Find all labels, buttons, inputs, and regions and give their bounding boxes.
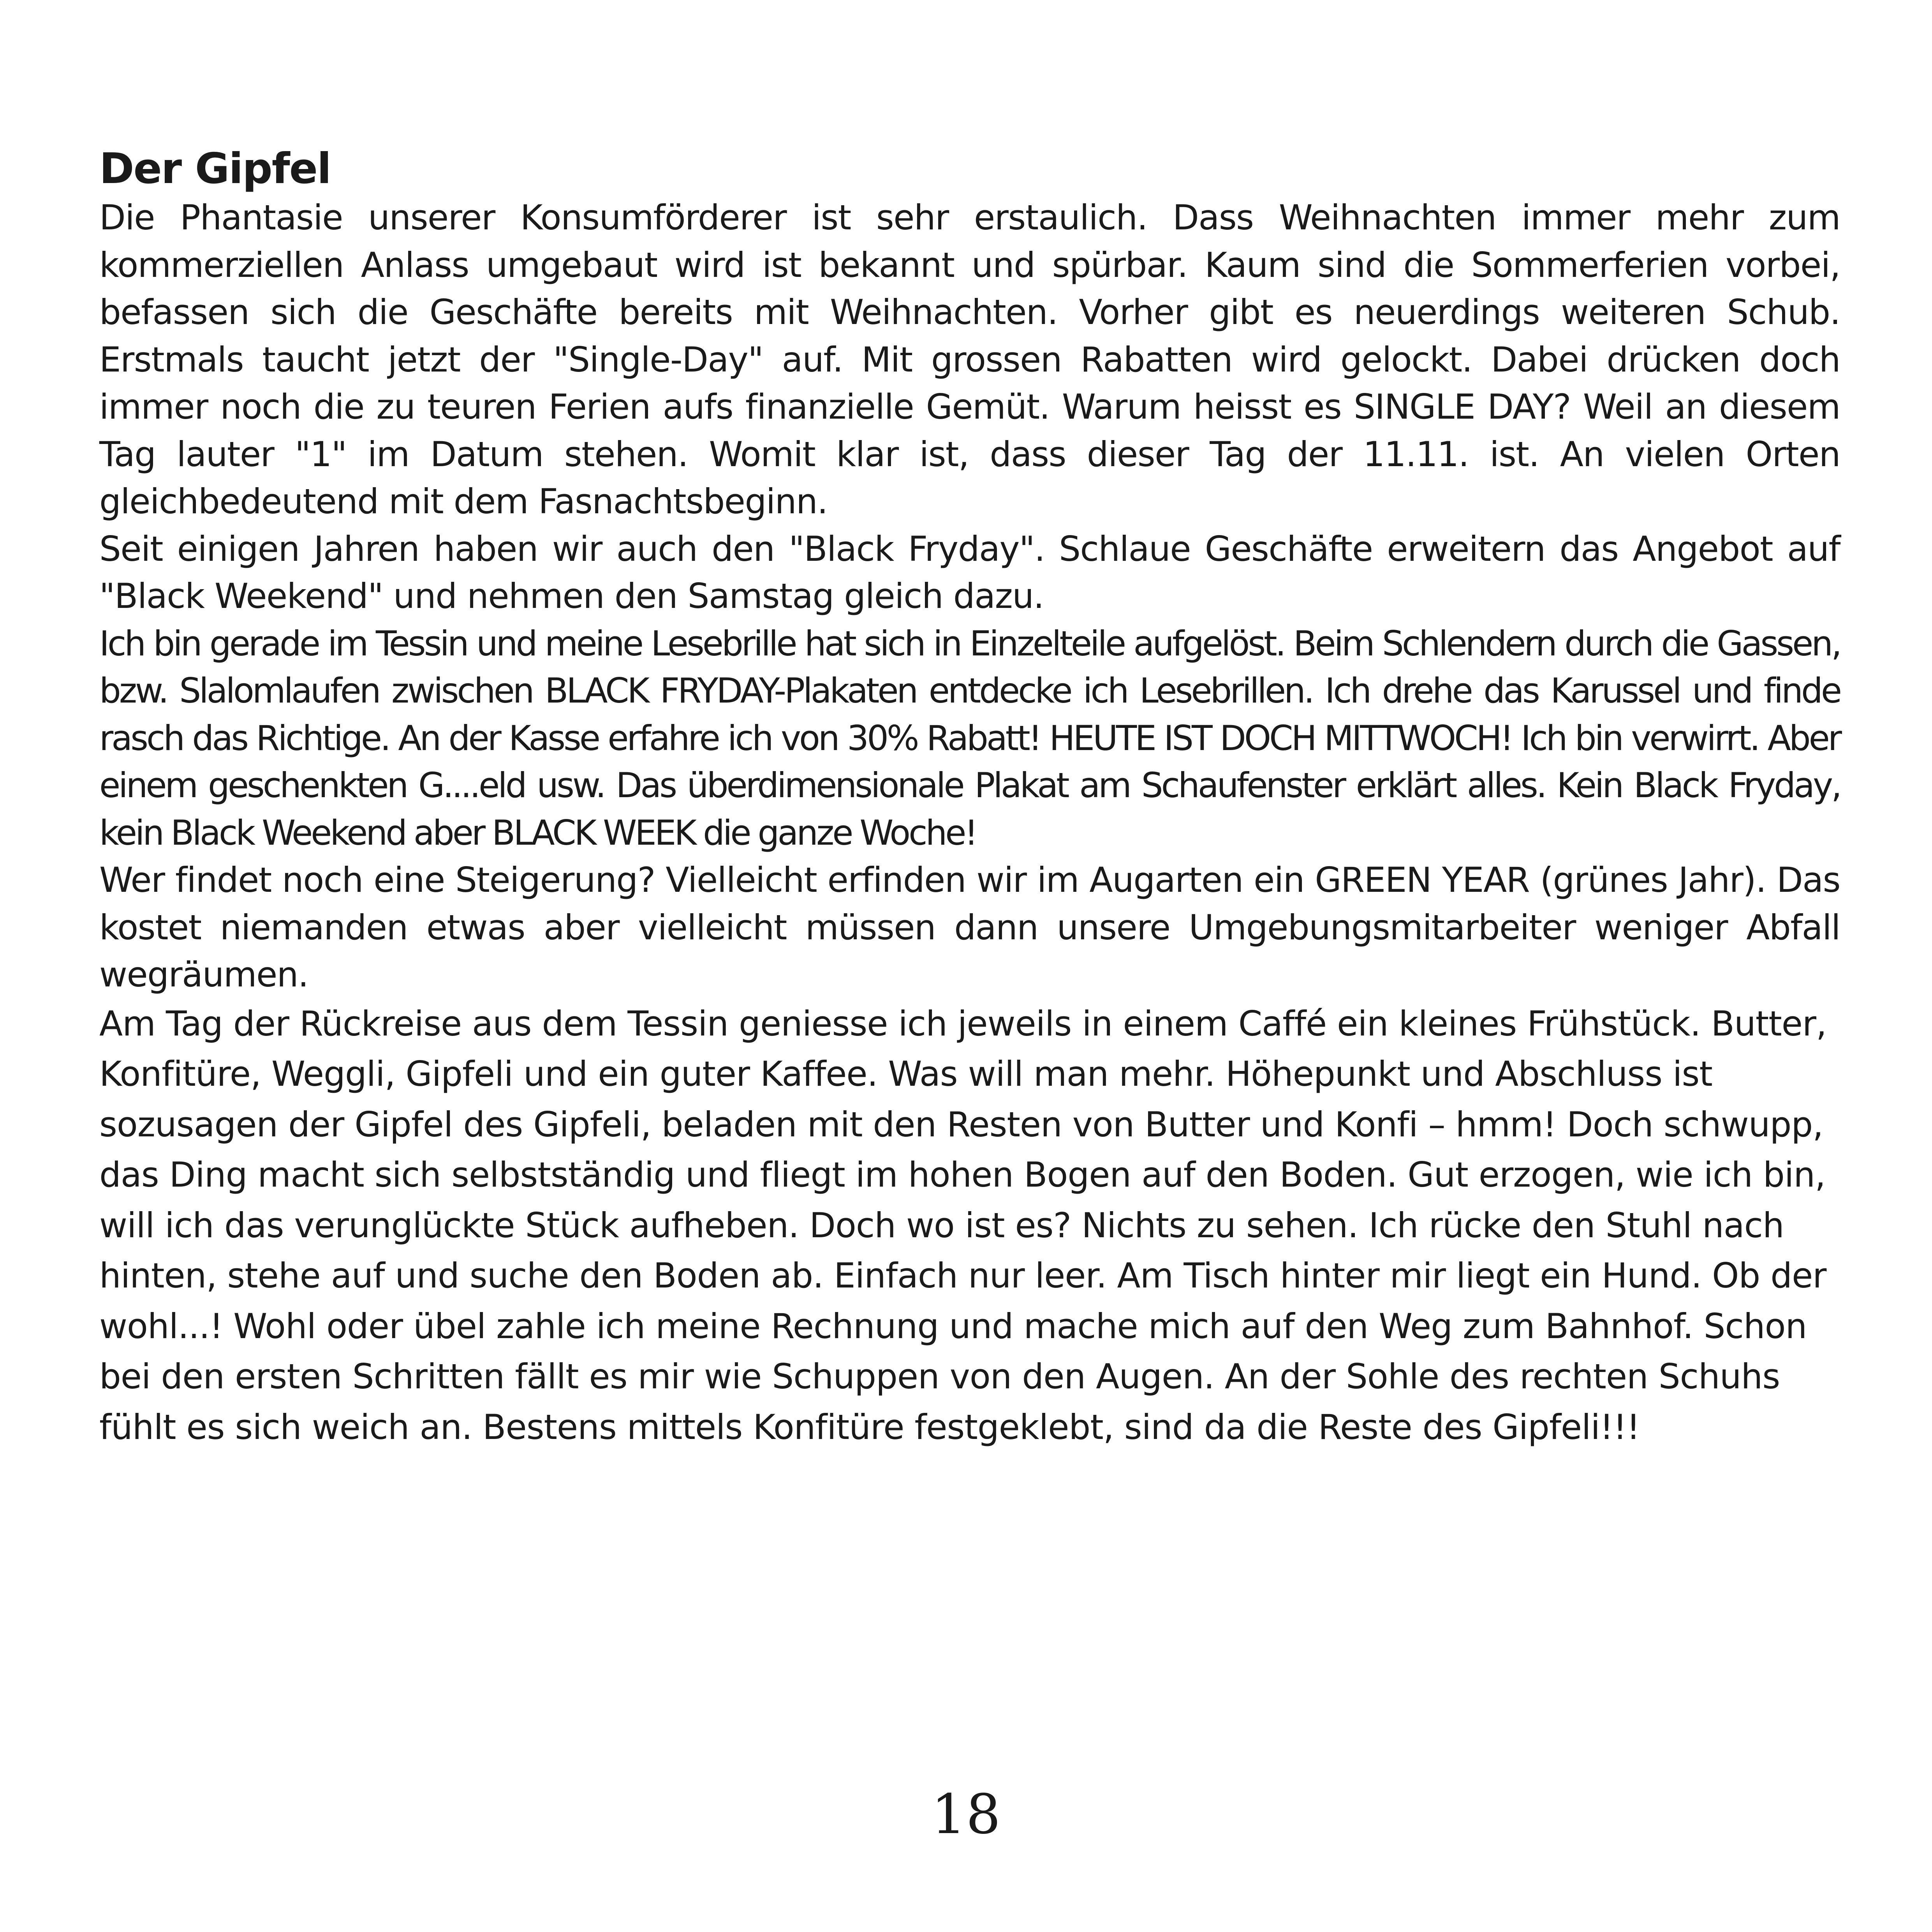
page-title: Der Gipfel [99, 144, 331, 193]
paragraph-green-year: Wer findet noch eine Steigerung? Vielleicht erfinden wir im Augarten ein GREEN YEAR (grünes Jahr). Das kostet niemanden etwas aber vielleicht müssen dann unsere Umgebungsmitarbeiter weniger Abfall wegräumen. [99, 860, 1840, 995]
paragraph-black-week: Ich bin gerade im Tessin und meine Lesebrille hat sich in Einzelteile aufgelöst. Beim Schlendern durch die Gassen, bzw. Slalomlaufen zwischen BLACK FRYDAY-Plakaten entdecke ich Lesebrillen. Ich drehe das Karussel und finde rasch das Richtige. An der Kasse erfahre ich von 30% Rabatt! HEUTE IST DOCH MITTWOCH! Ich bin verwirrt. Aber einem geschenkten G....eld usw. Das überdimensionale Plakat am Schaufenster erklärt alles. Kein Black Fryday, kein Black Weekend aber BLACK WEEK die ganze Woche! [99, 623, 1840, 853]
paragraph-gipfeli: Am Tag der Rückreise aus dem Tessin geniesse ich jeweils in einem Caffé ein kleines Frühstück. Butter, Konfitüre, Weggli, Gipfeli und ein guter Kaffee. Was will man mehr. Höhepunkt und Abschluss ist sozusagen der Gipfel des Gipfeli, beladen mit den Resten von Butter und Konfi – hmm! Doch schwupp, das Ding macht sich selbstständig und fliegt im hohen Bogen auf den Boden. Gut erzogen, wie ich bin, will ich das verunglückte Stück aufheben. Doch wo ist es? Nichts zu sehen. Ich rücke den Stuhl nach hinten, stehe auf und suche den Boden ab. Einfach nur leer. Am Tisch hinter mir liegt ein Hund. Ob der wohl...! Wohl oder übel zahle ich meine Rechnung und mache mich auf den Weg zum Bahnhof. Schon bei den ersten Schritten fällt es mir wie Schuppen von den Augen. An der Sohle des rechten Schuhs fühlt es sich weich an. Bestens mittels Konfitüre festgeklebt, sind da die Reste des Gipfeli!!! [99, 1003, 1827, 1447]
paragraph-black-fryday: Seit einigen Jahren haben wir auch den "Black Fryday". Schlaue Geschäfte erweitern das Angebot auf "Black Weekend" und nehmen den Samstag gleich dazu. [99, 528, 1840, 616]
page-number: 18 [931, 1783, 1001, 1846]
paragraph-single-day: Die Phantasie unserer Konsumförderer ist sehr erstaulich. Dass Weihnachten immer mehr zum kommerziellen Anlass umgebaut wird ist bekannt und spürbar. Kaum sind die Sommerferien vorbei, befassen sich die Geschäfte bereits mit Weihnachten. Vorher gibt es neuerdings weiteren Schub. Erstmals taucht jetzt der "Single-Day" auf. Mit grossen Rabatten wird gelockt. Dabei drücken doch immer noch die zu teuren Ferien aufs finanzielle Gemüt. Warum heisst es SINGLE DAY? Weil an diesem Tag lauter "1" im Datum stehen. Womit klar ist, dass dieser Tag der 11.11. ist. An vielen Orten gleichbedeutend mit dem Fasnachtsbeginn. [99, 197, 1840, 521]
document-body [99, 144, 1840, 1452]
